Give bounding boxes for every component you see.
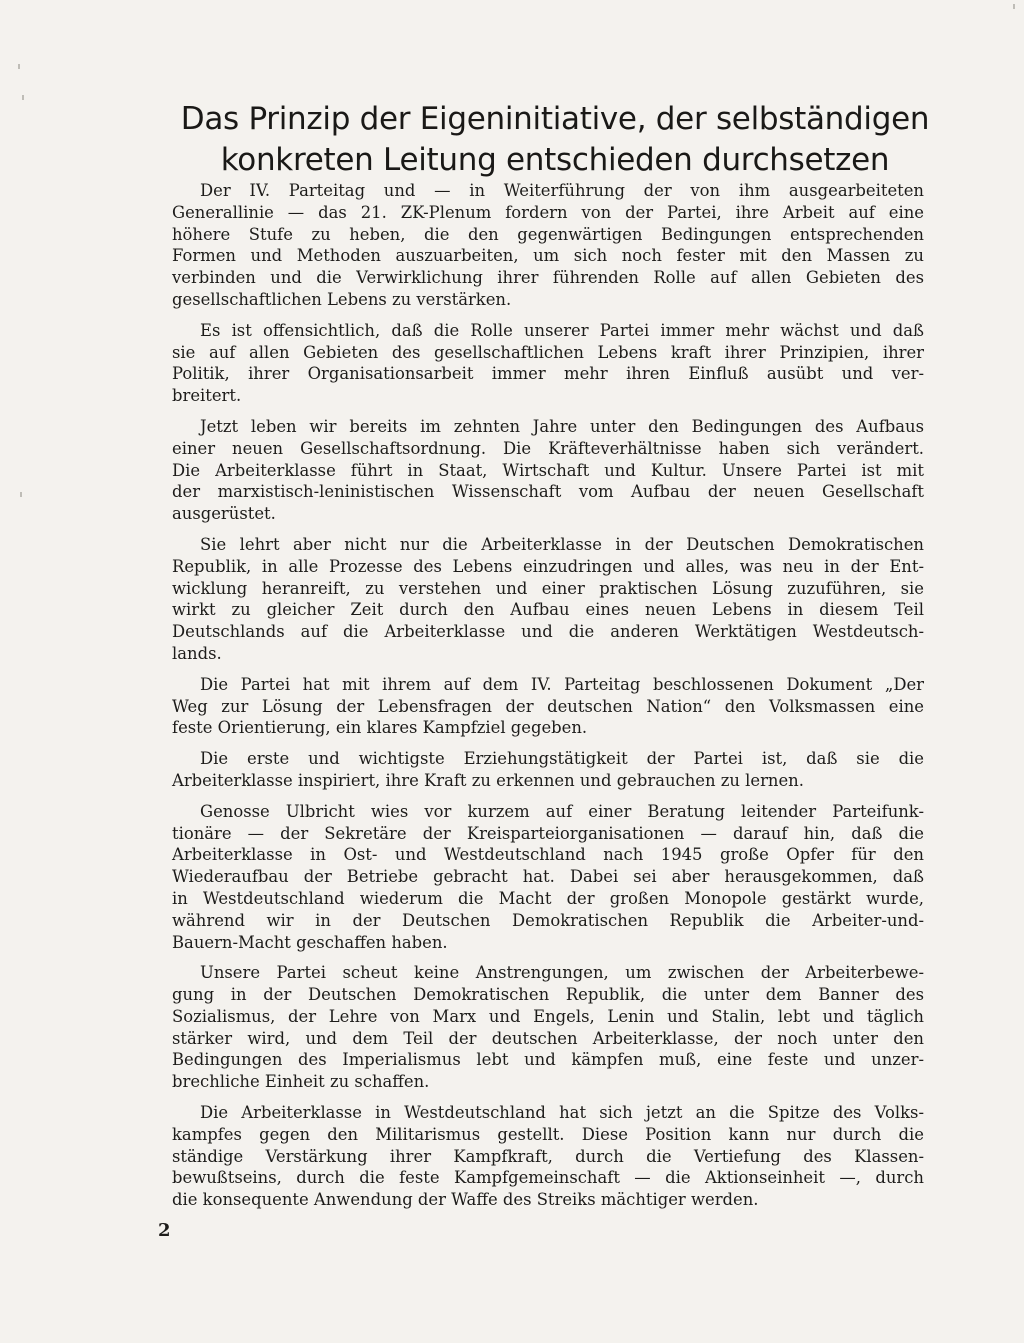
text-line: Unsere Partei scheut keine Anstrengungen, um zwischen der Arbeiterbewe- [200, 963, 924, 983]
scan-speck [20, 492, 22, 497]
text-line: Formen und Methoden auszuarbeiten, um sich noch fester mit den Massen zu [172, 246, 924, 266]
text-line: Arbeiterklasse inspiriert, ihre Kraft zu erkennen und gebrauchen zu lernen. [172, 770, 804, 790]
text-line: Der IV. Parteitag und — in Weiterführung der von ihm ausgearbeiteten [200, 181, 924, 200]
text-line: Sozialismus, der Lehre von Marx und Engels, Lenin und Stalin, lebt und täglich [172, 1006, 924, 1026]
text-line: wicklung heranreift, zu verstehen und einer praktischen Lösung zuzuführen, sie [172, 578, 924, 598]
text-line: lands. [172, 643, 222, 663]
text-line: einer neuen Gesellschaftsordnung. Die Kräfteverhältnisse haben sich verändert. [172, 438, 924, 458]
title-line: konkreten Leitung entschieden durchsetzen [220, 141, 890, 178]
text-line: stärker wird, und dem Teil der deutschen Arbeiterklasse, der noch unter den [172, 1028, 924, 1048]
paragraph [172, 1102, 924, 1211]
text-line: höhere Stufe zu heben, die den gegenwärtigen Bedingungen entsprechenden [172, 224, 924, 244]
page-title [175, 99, 935, 181]
text-line: Bedingungen des Imperialismus lebt und kämpfen muß, eine feste und unzer- [172, 1050, 924, 1070]
text-line: Politik, ihrer Organisationsarbeit immer mehr ihren Einfluß ausübt und ver- [172, 364, 924, 384]
text-line: sie auf allen Gebieten des gesellschaftlichen Lebens kraft ihrer Prinzipien, ihrer [172, 342, 924, 362]
paragraph [172, 962, 924, 1093]
text-line: Wiederaufbau der Betriebe gebracht hat. Dabei sei aber herausgekommen, daß [172, 867, 924, 887]
text-line: Die Arbeiterklasse führt in Staat, Wirtschaft und Kultur. Unsere Partei ist mit [172, 460, 924, 480]
text-line: Weg zur Lösung der Lebensfragen der deutschen Nation“ den Volksmassen eine [172, 696, 924, 716]
text-line: verbinden und die Verwirklichung ihrer führenden Rolle auf allen Gebieten des [172, 268, 924, 288]
text-line: Die Arbeiterklasse in Westdeutschland hat sich jetzt an die Spitze des Volks- [200, 1103, 924, 1123]
article-body [172, 180, 924, 1220]
scan-speck [18, 64, 20, 69]
text-line: gung in der Deutschen Demokratischen Republik, die unter dem Banner des [172, 985, 924, 1005]
paragraph [172, 801, 924, 954]
text-line: bewußtseins, durch die feste Kampfgemeinschaft — die Aktionseinheit —, durch [172, 1168, 924, 1188]
text-line: Deutschlands auf die Arbeiterklasse und die anderen Werktätigen Westdeutsch- [172, 622, 924, 642]
text-line: die konsequente Anwendung der Waffe des Streiks mächtiger werden. [172, 1190, 759, 1210]
text-line: ständige Verstärkung ihrer Kampfkraft, durch die Vertiefung des Klassen- [172, 1146, 924, 1166]
text-line: brechliche Einheit zu schaffen. [172, 1072, 430, 1092]
paragraph [172, 180, 924, 311]
paragraph [172, 748, 924, 792]
text-line: Die erste und wichtigste Erziehungstätigkeit der Partei ist, daß sie die [200, 749, 924, 769]
paragraph [172, 320, 924, 407]
text-line: gesellschaftlichen Lebens zu verstärken. [172, 289, 512, 309]
text-line: breitert. [172, 386, 242, 406]
text-line: kampfes gegen den Militarismus gestellt. Diese Position kann nur durch die [172, 1124, 924, 1144]
text-line: Es ist offensichtlich, daß die Rolle unserer Partei immer mehr wächst und daß [200, 320, 924, 340]
text-line: ausgerüstet. [172, 504, 276, 524]
text-line: der marxistisch-leninistischen Wissenschaft vom Aufbau der neuen Gesellschaft [172, 482, 924, 502]
paragraph [172, 416, 924, 525]
text-line: Die Partei hat mit ihrem auf dem IV. Parteitag beschlossenen Dokument „Der [200, 674, 924, 694]
text-line: in Westdeutschland wiederum die Macht der großen Monopole gestärkt wurde, [172, 888, 924, 908]
text-line: wirkt zu gleicher Zeit durch den Aufbau eines neuen Lebens in diesem Teil [172, 600, 924, 620]
text-line: Republik, in alle Prozesse des Lebens einzudringen und alles, was neu in der Ent- [172, 556, 924, 576]
paragraph [172, 534, 924, 665]
text-line: Jetzt leben wir bereits im zehnten Jahre unter den Bedingungen des Aufbaus [200, 416, 924, 436]
scan-speck [1013, 4, 1015, 9]
text-line: während wir in der Deutschen Demokratischen Republik die Arbeiter-und- [172, 910, 924, 930]
text-line: tionäre — der Sekretäre der Kreisparteiorganisationen — darauf hin, daß die [172, 823, 924, 843]
text-line: Arbeiterklasse in Ost- und Westdeutschland nach 1945 große Opfer für den [172, 845, 924, 865]
scan-speck [22, 95, 24, 100]
paragraph [172, 674, 924, 739]
page-number: 2 [158, 1220, 171, 1241]
text-line: Sie lehrt aber nicht nur die Arbeiterklasse in der Deutschen Demokratischen [200, 534, 924, 554]
text-line: feste Orientierung, ein klares Kampfziel gegeben. [172, 718, 588, 738]
text-line: Genosse Ulbricht wies vor kurzem auf einer Beratung leitender Parteifunk- [200, 801, 924, 821]
text-line: Generallinie — das 21. ZK-Plenum fordern von der Partei, ihre Arbeit auf eine [172, 202, 924, 222]
text-line: Bauern-Macht geschaffen haben. [172, 932, 448, 952]
title-line: Das Prinzip der Eigeninitiative, der selbständigen [180, 100, 930, 137]
